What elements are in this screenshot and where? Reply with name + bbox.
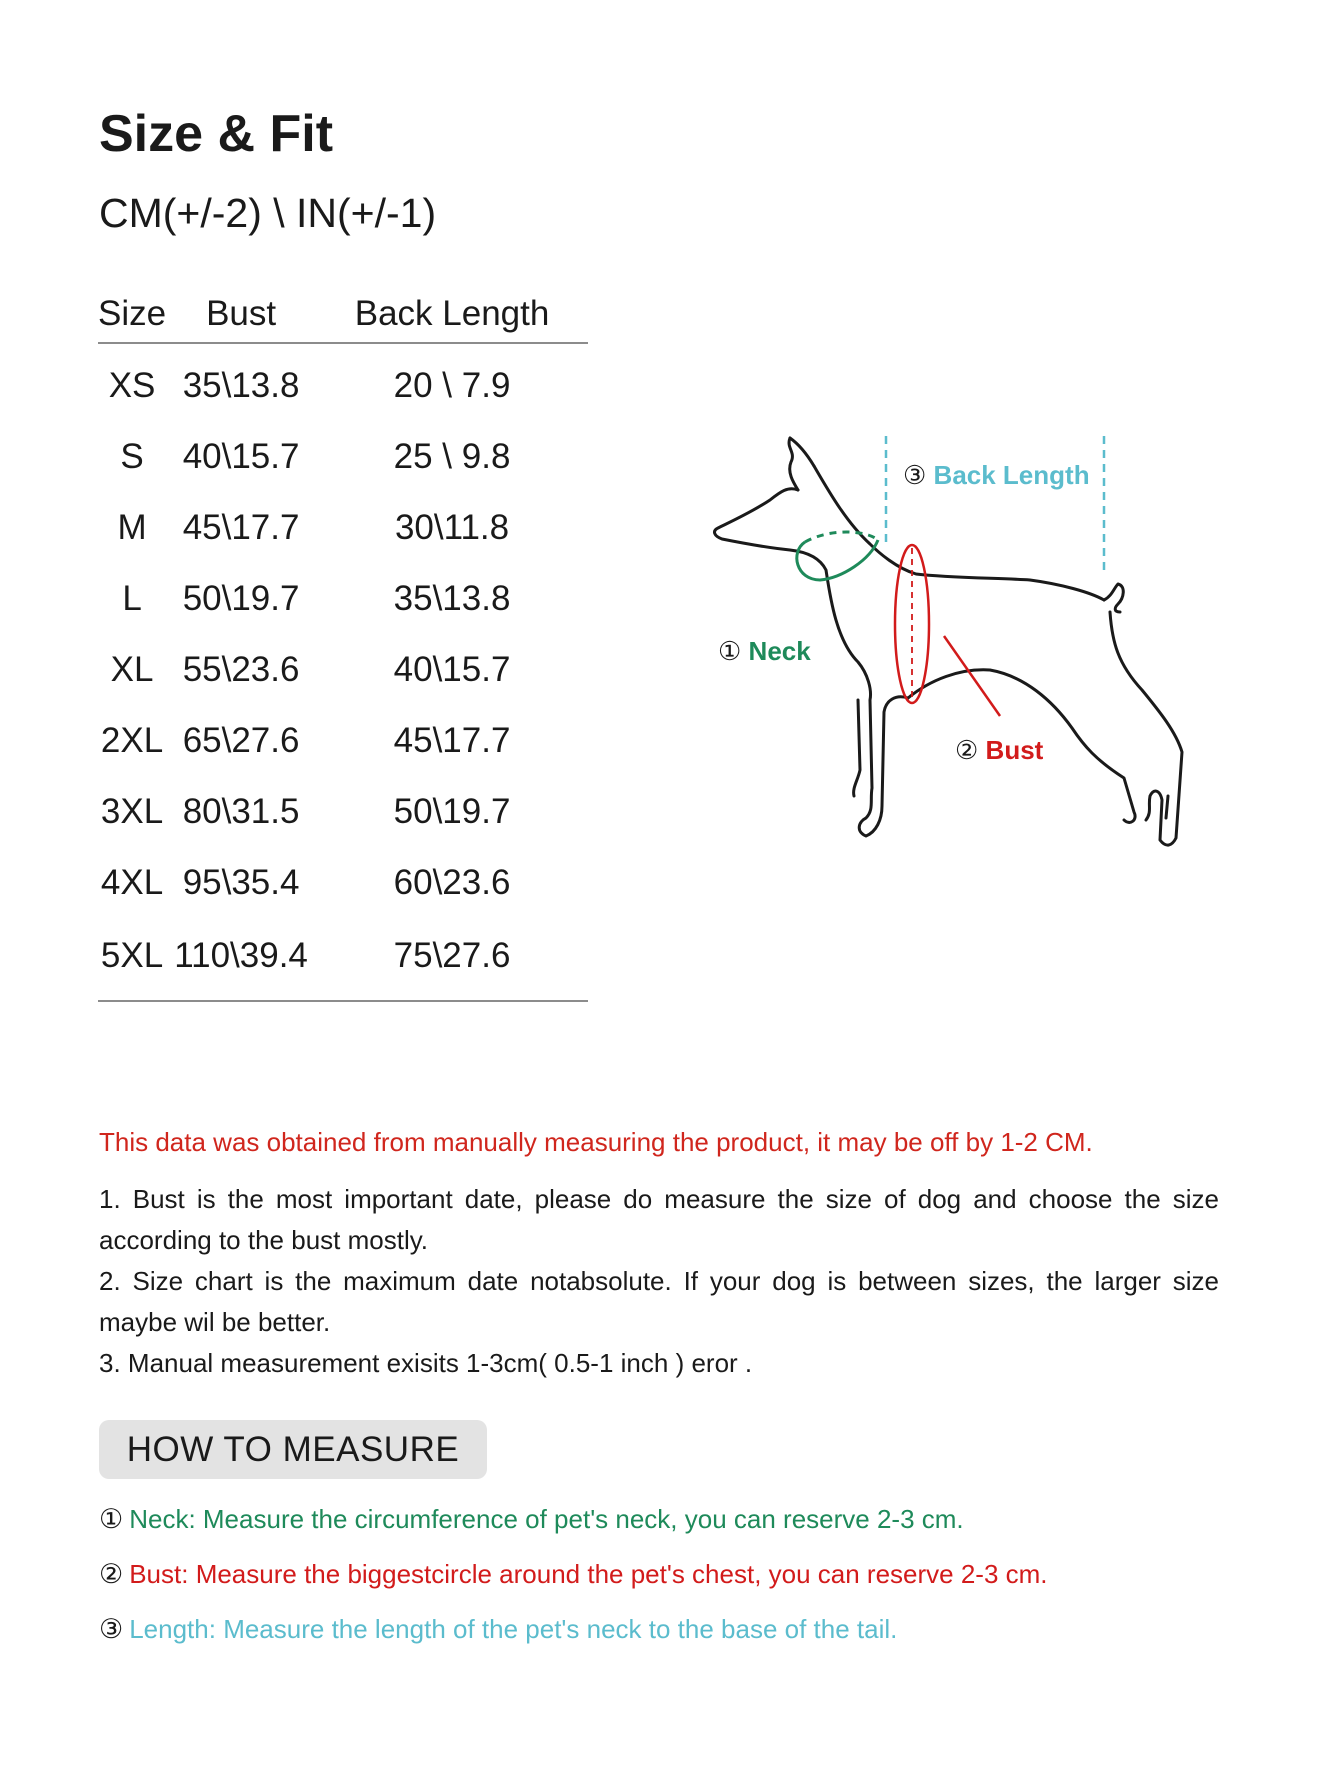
cell-size: XL	[110, 649, 154, 689]
page-title: Size & Fit	[99, 105, 334, 163]
cell-back-length: 25 \ 9.8	[393, 436, 511, 476]
cell-size: 4XL	[100, 862, 164, 902]
neck-number: ①	[718, 636, 742, 666]
note-item: 2. Size chart is the maximum date notabsolute. If your dog is between sizes, the larger size maybe wil be better.	[99, 1266, 1219, 1337]
header-bust: Bust	[166, 286, 316, 343]
neck-label-text: Neck	[748, 636, 811, 666]
cell-size: XS	[108, 365, 156, 405]
back-number: ③	[903, 460, 927, 490]
cell-size: S	[120, 436, 144, 476]
notes-section	[99, 1122, 1219, 1384]
bust-label-text: Bust	[985, 735, 1044, 765]
cell-bust: 45\17.7	[182, 507, 300, 547]
bust-instruction: Bust: Measure the biggestcircle around the pet's chest, you can reserve 2-3 cm.	[129, 1559, 1048, 1589]
note-item: 1. Bust is the most important date, please do measure the size of dog and choose the size according to the bust mostly.	[99, 1184, 1219, 1255]
table-row	[98, 847, 588, 918]
cell-size: 2XL	[100, 720, 164, 760]
length-instruction: Length: Measure the length of the pet's neck to the base of the tail.	[129, 1614, 898, 1644]
cell-bust: 65\27.6	[182, 720, 300, 760]
cell-back-length: 45\17.7	[393, 720, 511, 760]
cell-size: M	[117, 507, 147, 547]
bust-pointer-line	[944, 636, 1000, 716]
cell-size: 3XL	[100, 791, 164, 831]
cell-back-length: 50\19.7	[393, 791, 511, 831]
table-header-row	[98, 286, 588, 343]
length-step-number: ③	[99, 1614, 124, 1644]
cell-bust: 35\13.8	[182, 365, 300, 405]
cell-bust: 110\39.4	[166, 918, 316, 1001]
cell-back-length: 60\23.6	[393, 862, 511, 902]
size-chart-table	[98, 286, 588, 1002]
diagram-label-bust	[955, 735, 1043, 766]
table-row	[98, 918, 588, 1001]
cell-back-length: 35\13.8	[393, 578, 511, 618]
table-row	[98, 343, 588, 421]
cell-bust: 80\31.5	[182, 791, 300, 831]
diagram-label-neck	[718, 636, 811, 667]
neck-instruction: Neck: Measure the circumference of pet's neck, you can reserve 2-3 cm.	[129, 1504, 964, 1534]
bust-measure-ellipse	[895, 545, 929, 703]
list-item	[99, 1612, 1048, 1667]
list-item	[99, 1502, 1048, 1557]
neck-step-number: ①	[99, 1504, 124, 1534]
header-size: Size	[98, 286, 166, 343]
table-row	[98, 776, 588, 847]
cell-bust: 55\23.6	[182, 649, 300, 689]
cell-back-length: 75\27.6	[316, 918, 588, 1001]
bust-number: ②	[955, 735, 979, 765]
cell-back-length: 20 \ 7.9	[393, 365, 511, 405]
list-item	[99, 1557, 1048, 1612]
back-label-text: Back Length	[933, 460, 1090, 490]
cell-back-length: 30\11.8	[394, 507, 510, 547]
table-row	[98, 421, 588, 492]
cell-bust: 50\19.7	[182, 578, 300, 618]
cell-size: L	[122, 578, 142, 618]
table-row	[98, 705, 588, 776]
how-to-measure-list	[99, 1502, 1048, 1667]
cell-bust: 40\15.7	[182, 436, 300, 476]
note-item: 3. Manual measurement exisits 1-3cm( 0.5-1 inch ) eror .	[99, 1348, 753, 1378]
cell-bust: 95\35.4	[182, 862, 300, 902]
table-row	[98, 492, 588, 563]
table-row	[98, 634, 588, 705]
cell-back-length: 40\15.7	[393, 649, 511, 689]
header-back-length: Back Length	[316, 286, 588, 343]
measurement-warning: This data was obtained from manually measuring the product, it may be off by 1-2 CM.	[99, 1127, 1093, 1157]
cell-size: 5XL	[98, 918, 166, 1001]
neck-measure-curve	[797, 540, 878, 580]
units-subtitle: CM(+/-2) \ IN(+/-1)	[99, 190, 437, 236]
how-to-measure-heading: HOW TO MEASURE	[99, 1420, 487, 1479]
table-row	[98, 563, 588, 634]
bust-step-number: ②	[99, 1559, 124, 1589]
diagram-label-back-length	[903, 460, 1090, 491]
